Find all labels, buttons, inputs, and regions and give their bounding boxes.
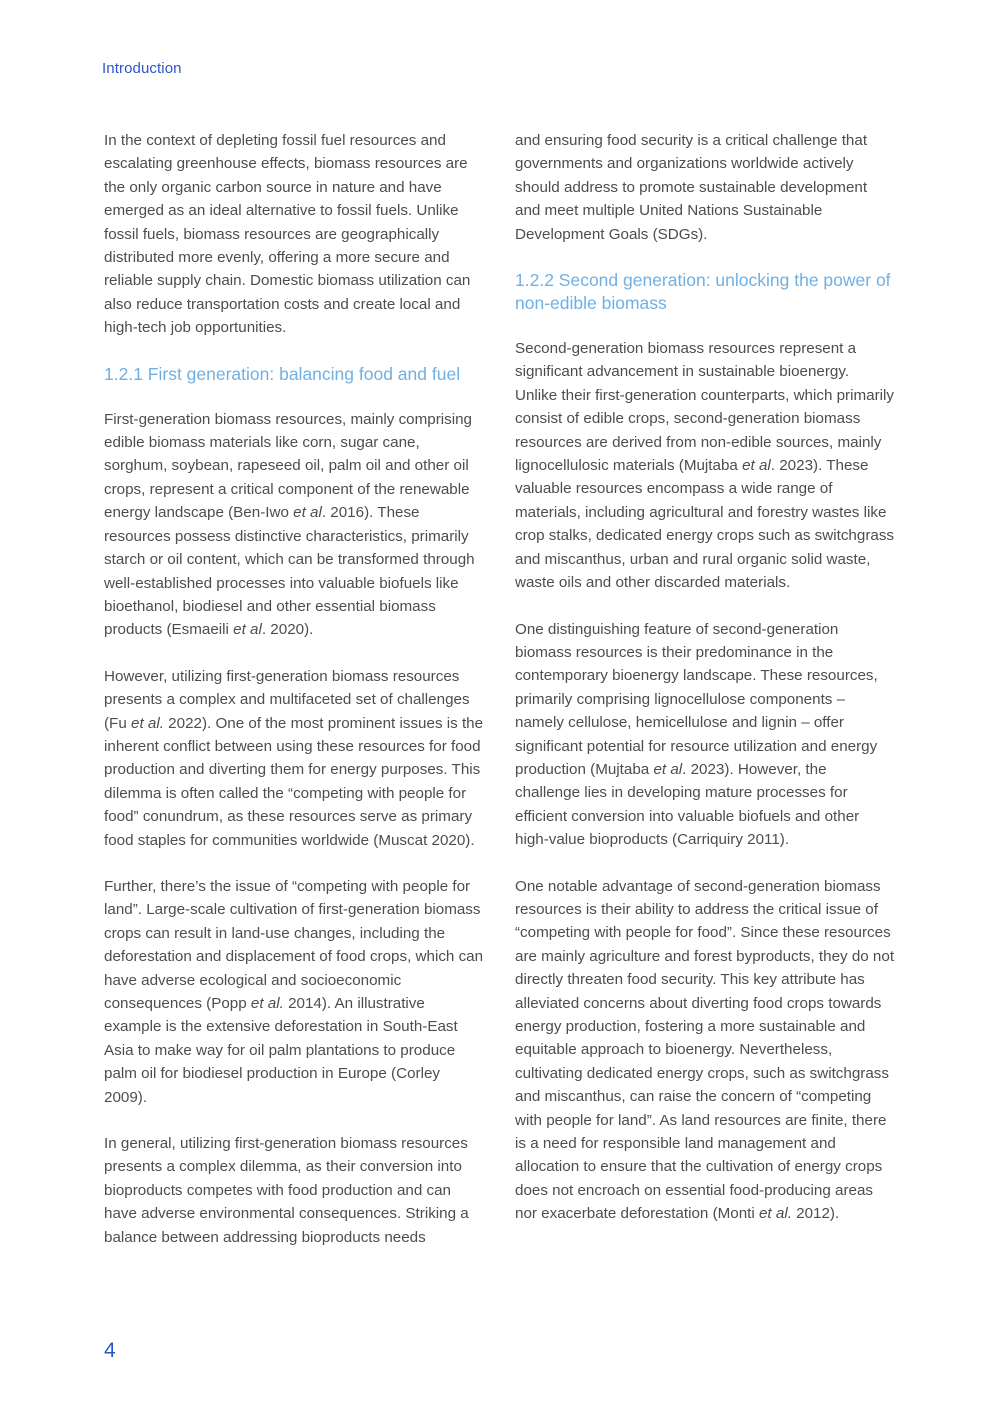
paragraph-second-gen-resources: Second-generation biomass resources represent a significant advancement in sustainable bioenergy. Unlike their first-generation counterparts, which primarily consist of edible crops, second-generation biomass resources are derived from non-edible sources, mainly lignocellulosic materials (Mujtaba et al. 2023). These valuable resources encompass a wide range of materials, including agricultural and forestry wastes like crop stalks, dedicated energy crops such as switchgrass and miscanthus, urban and rural organic solid waste, waste oils and other discarded materials. <box>515 340 895 592</box>
heading-first-generation: 1.2.1 First generation: balancing food and fuel <box>104 363 461 384</box>
paragraph-first-gen-summary: In general, utilizing first-generation biomass resources presents a complex dilemma, as their conversion into bioproducts competes with food production and can have adverse environmental consequences. Striking a balance between addressing bioproducts needs <box>104 1135 469 1246</box>
paragraph-food-security: and ensuring food security is a critical challenge that governments and organizations worldwide actively should address to promote sustainable development and meet multiple United Nations Sustainable Development Goals (SDGs). <box>515 132 868 243</box>
paragraph-first-gen-challenges: However, utilizing first-generation biomass resources presents a complex and multifaceted set of challenges (Fu et al. 2022). One of the most prominent issues is the inherent conflict between using these resources for food production and diverting them for energy purposes. This dilemma is often called the “competing with people for food” conundrum, as these resources serve as primary food staples for communities worldwide (Muscat 2020). <box>104 667 484 849</box>
right-column <box>515 129 895 1249</box>
running-header: Introduction <box>102 60 182 77</box>
paragraph-competing-land: Further, there’s the issue of “competing with people for land”. Large-scale cultivation of first-generation biomass crops can result in land-use changes, including the deforestation and displacement of food crops, which can have adverse ecological and socioeconomic consequences (Popp et al. 2014). An illustrative example is the extensive deforestation in South-East Asia to make way for oil palm plantations to produce palm oil for biodiesel production in Europe (Corley 2009). <box>104 877 484 1106</box>
paragraph-first-gen-resources: First-generation biomass resources, mainly comprising edible biomass materials like corn, sugar cane, sorghum, soybean, rapeseed oil, palm oil and other oil crops, represent a critical component of the renewable energy landscape (Ben-Iwo et al. 2016). These resources possess distinctive characteristics, primarily starch or oil content, which can be transformed through well-established processes into valuable biofuels like bioethanol, biodiesel and other essential biomass products (Esmaeili et al. 2020). <box>104 410 475 639</box>
paragraph-intro: In the context of depleting fossil fuel resources and escalating greenhouse effects, biomass resources are the only organic carbon source in nature and have emerged as an ideal alternative to fossil fuels. Unlike fossil fuels, biomass resources are geographically distributed more evenly, offering a more secure and reliable supply chain. Domestic biomass utilization can also reduce transportation costs and create local and high-tech job opportunities. <box>104 132 471 337</box>
left-column <box>104 129 484 1272</box>
heading-second-generation: 1.2.2 Second generation: unlocking the power of non-edible biomass <box>515 270 891 314</box>
paragraph-second-gen-feature: One distinguishing feature of second-generation biomass resources is their predominance in the contemporary bioenergy landscape. These resources, primarily comprising lignocellulose components – namely cellulose, hemicellulose and lignin – offer significant potential for resource utilization and energy production (Mujtaba et al. 2023). However, the challenge lies in developing mature processes for efficient conversion into valuable biofuels and other high-value bioproducts (Carriquiry 2011). <box>515 620 878 849</box>
paragraph-second-gen-advantage: One notable advantage of second-generation biomass resources is their ability to address the critical issue of “competing with people for food”. Since these resources are mainly agriculture and forest byproducts, they do not directly threaten food security. This key attribute has alleviated concerns about diverting food crops towards energy production, fostering a more sustainable and equitable approach to bioenergy. Nevertheless, cultivating dedicated energy crops, such as switchgrass and miscanthus, can raise the concern of “competing with people for land”. As land resources are finite, there is a need for responsible land management and allocation to ensure that the cultivation of energy crops does not encroach on essential food-producing areas nor exacerbate deforestation (Monti et al. 2012). <box>515 877 895 1223</box>
page-number: 4 <box>104 1339 116 1362</box>
